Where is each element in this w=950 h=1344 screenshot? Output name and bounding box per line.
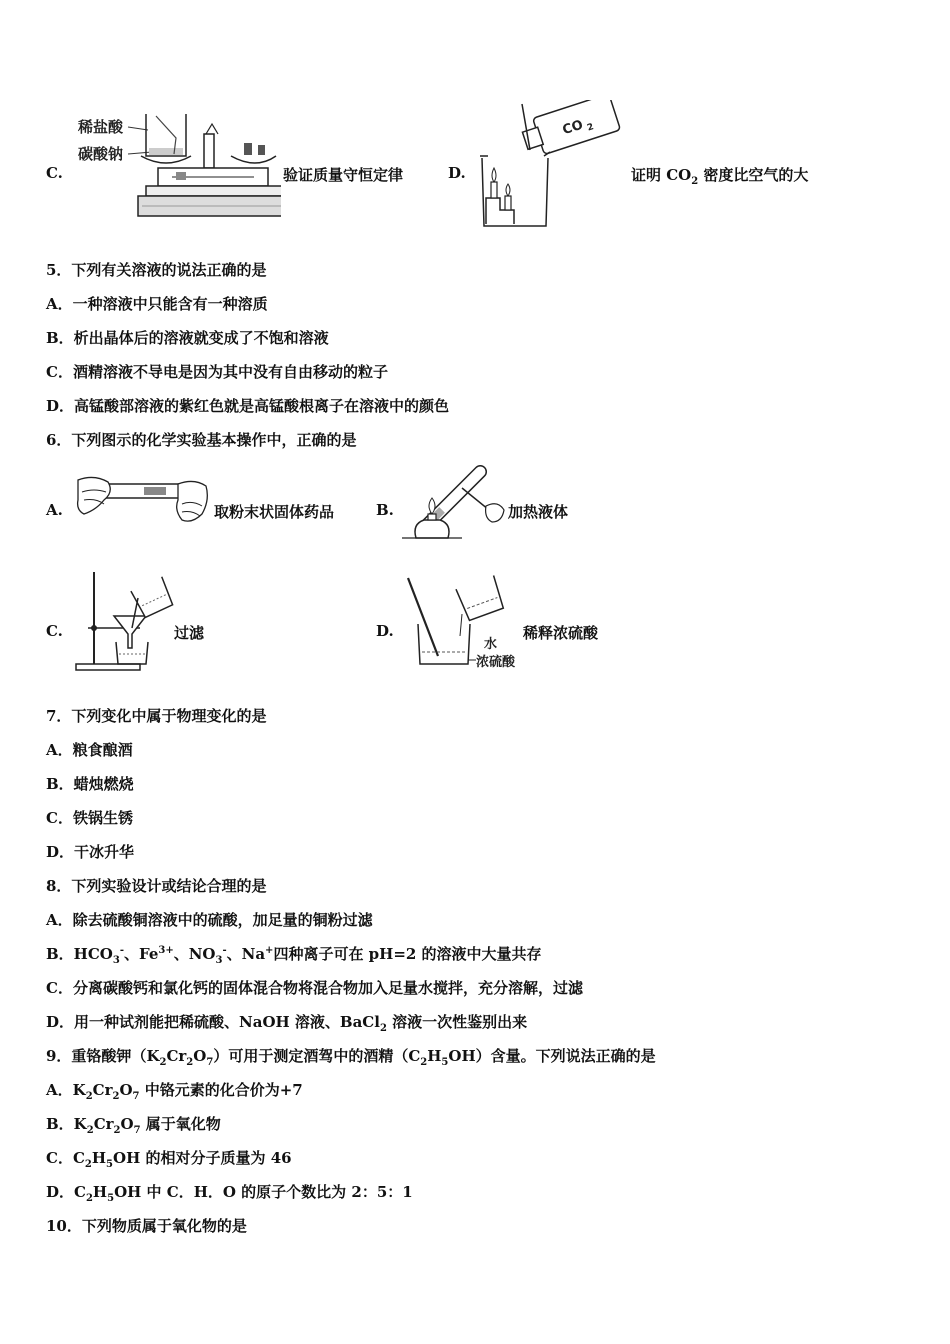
q5-option-a: A．一种溶液中只能含有一种溶质: [46, 295, 268, 313]
q8-stem: 8．下列实验设计或结论合理的是: [46, 877, 267, 895]
q5-stem: 5．下列有关溶液的说法正确的是: [46, 261, 267, 279]
q6-option-d-label: D.: [376, 622, 394, 640]
q6-option-b-caption: 加热液体: [508, 503, 569, 521]
q7-stem: 7．下列变化中属于物理变化的是: [46, 707, 267, 725]
co2-bottle-label: CO: [560, 117, 585, 139]
q9-option-a: A．$K_2Cr_2O_7$ 中铬元素的化合价为+7: [46, 1081, 303, 1102]
co2-bottle-sub: 2: [586, 122, 596, 134]
q8-option-a: A．除去硫酸铜溶液中的硫酸，加足量的铜粉过滤: [46, 911, 373, 929]
q8-option-b: B．$HCO_3^-$、$Fe^{3+}$、$NO_3^-$、Na+四种离子可在 pH=2 的溶液中大量共存: [46, 945, 542, 966]
q7-option-c: C．铁锅生锈: [46, 809, 133, 827]
concentrated-acid-label: 浓硫酸: [476, 655, 516, 670]
q4-option-d-label: D.: [448, 164, 466, 182]
acid-label: 稀盐酸: [78, 118, 124, 136]
balance-scale-figure: [76, 108, 281, 226]
q6-option-b-label: B.: [376, 501, 394, 519]
q6-option-c-caption: 过滤: [174, 624, 205, 642]
q4-option-c-label: C.: [46, 164, 63, 182]
q9-option-d: D．$C_2H_5OH$ 中 C．H．O 的原子个数比为 2：5：1: [46, 1183, 413, 1204]
q6-option-a-caption: 取粉末状固体药品: [214, 503, 335, 521]
heating-liquid-figure: [402, 460, 506, 540]
q7-option-b: B．蜡烛燃烧: [46, 775, 134, 793]
q6-option-a-label: A.: [46, 501, 63, 519]
q5-option-d: D．高锰酸部溶液的紫红色就是高锰酸根离子在溶液中的颜色: [46, 397, 450, 415]
q5-option-b: B．析出晶体后的溶液就变成了不饱和溶液: [46, 329, 329, 347]
sodium-carbonate-label: 碳酸钠: [78, 145, 124, 163]
powder-sampling-figure: [74, 470, 212, 530]
q5-option-c: C．酒精溶液不导电是因为其中没有自由移动的粒子: [46, 363, 388, 381]
q7-option-d: D．干冰升华: [46, 843, 135, 861]
q9-option-b: B．$K_2Cr_2O_7$ 属于氧化物: [46, 1115, 221, 1136]
q9-stem: 9．重铬酸钾$(K_2Cr_2O_7)$可用于测定酒驾中的酒精$(C_2H_5OH)$含量。下列说法正确的是: [46, 1047, 656, 1068]
q6-option-d-caption: 稀释浓硫酸: [523, 624, 599, 642]
q7-option-a: A．粮食酿酒: [46, 741, 133, 759]
q9-option-c: C．$C_2H_5OH$ 的相对分子质量为 46: [46, 1149, 292, 1170]
q6-stem: 6．下列图示的化学实验基本操作中，正确的是: [46, 431, 357, 449]
q8-option-c: C．分离碳酸钙和氯化钙的固体混合物将混合物加入足量水搅拌，充分溶解，过滤: [46, 979, 583, 997]
co2-pouring-figure: [478, 100, 623, 228]
q4-option-d-caption: 证明 $CO_2$ 密度比空气的大: [631, 166, 809, 187]
filtration-figure: [74, 568, 174, 672]
q10-stem: 10．下列物质属于氧化物的是: [46, 1217, 247, 1235]
q8-option-d: D．用一种试剂能把稀硫酸、NaOH 溶液、BaCl$_2$ 溶液一次性鉴别出来: [46, 1013, 528, 1034]
q4-option-c-caption: 验证质量守恒定律: [283, 166, 404, 184]
q6-option-c-label: C.: [46, 622, 63, 640]
water-label: 水: [484, 637, 498, 652]
diluting-acid-figure: [404, 574, 522, 672]
